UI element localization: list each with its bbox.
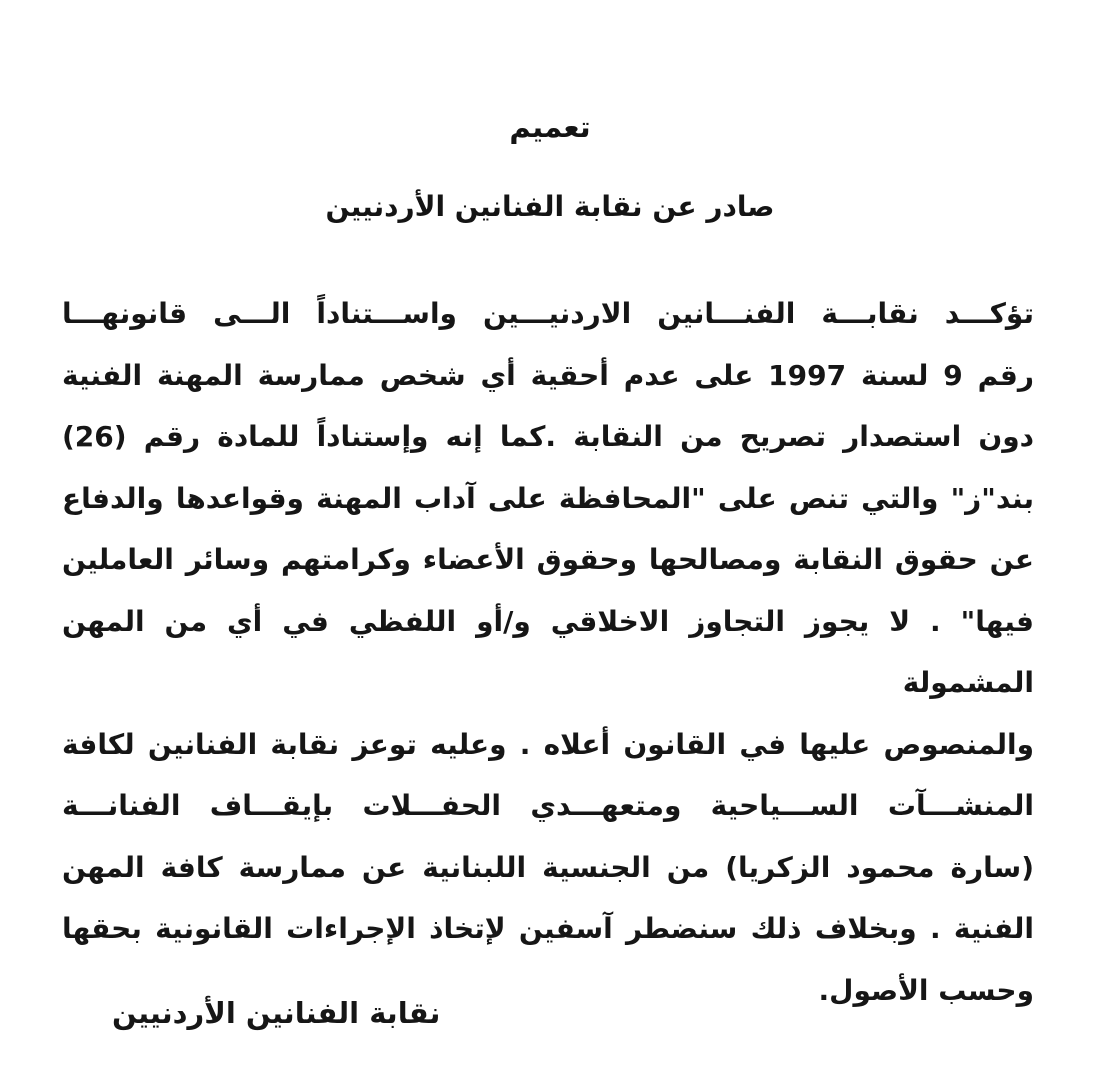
body-line: المنشـــآت الســـياحية ومتعهـــدي الحفـــلات بإيقـــاف الفنانـــة [62, 789, 1034, 822]
body-line: والمنصوص عليها في القانون أعلاه . وعليه توعز نقابة الفنانين لكافة [62, 727, 1034, 761]
body-line: تؤكـــد نقابـــة الفنـــانين الاردنيـــين واســـتناداً الـــى قانونهـــا [62, 297, 1034, 330]
signature: نقابة الفنانين الأردنيين [112, 996, 441, 1030]
document-title: تعميم [509, 110, 591, 144]
document-subtitle: صادر عن نقابة الفنانين الأردنيين [325, 190, 775, 223]
body-line: فيها" . لا يجوز التجاوز الاخلاقي و/أو اللفظي في أي من المهن المشمولة [62, 604, 1034, 699]
body-line: الفنية . وبخلاف ذلك سنضطر آسفين لإتخاذ الإجراءات القانونية بحقها [62, 912, 1034, 945]
body-line: دون استصدار تصريح من النقابة .كما إنه وإستناداً للمادة رقم (26) [62, 420, 1034, 453]
document-body [62, 283, 1034, 1021]
body-line: (سارة محمود الزكريا) من الجنسية اللبنانية عن ممارسة كافة المهن [62, 850, 1034, 884]
body-line: رقم 9 لسنة 1997 على عدم أحقية أي شخص ممارسة المهنة الفنية [62, 358, 1034, 392]
body-line: وحسب الأصول. [818, 973, 1034, 1007]
body-line: بند"ز" والتي تنص على "المحافظة على آداب المهنة وقواعدها والدفاع [62, 481, 1034, 515]
body-line: عن حقوق النقابة ومصالحها وحقوق الأعضاء وكرامتهم وسائر العاملين [62, 543, 1034, 576]
